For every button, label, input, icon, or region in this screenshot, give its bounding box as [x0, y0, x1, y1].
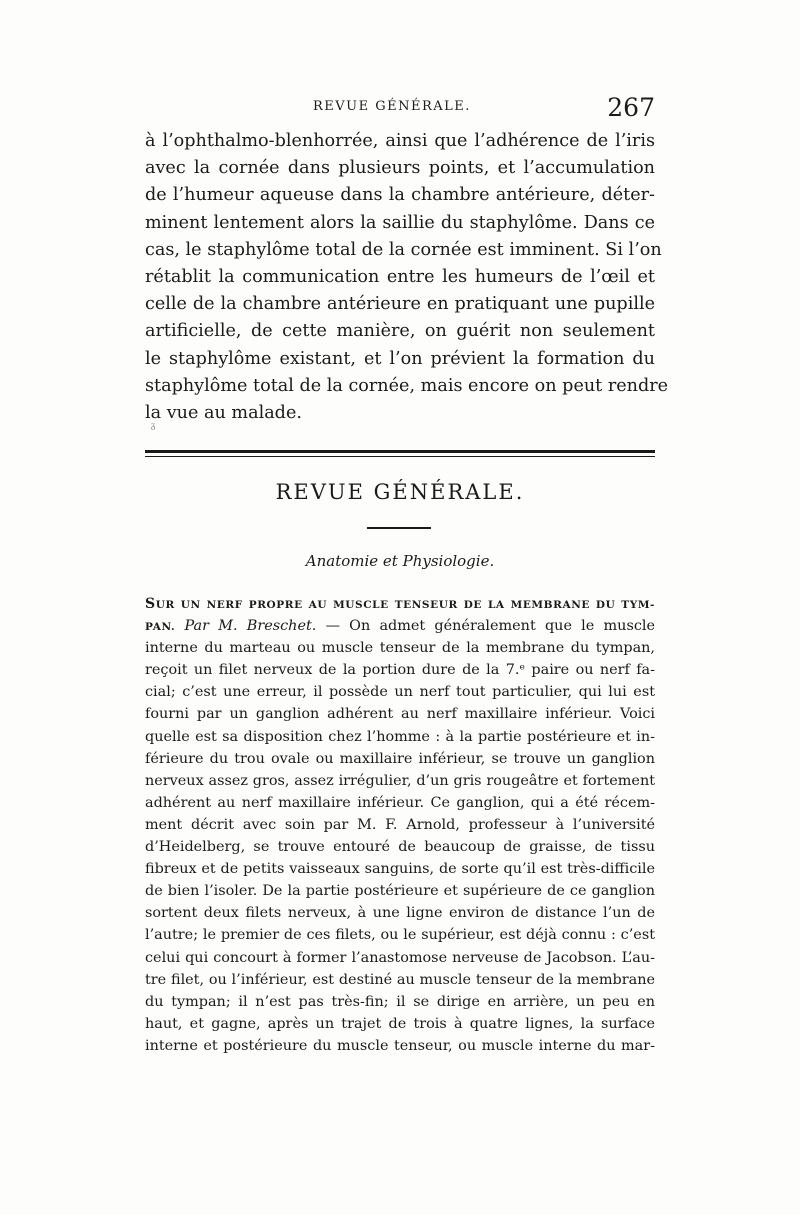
article-line: fibreux et de petits vaisseaux sanguins, de sorte qu’il est très-difficile	[145, 861, 655, 878]
text-line: rétablit la communication entre les humeurs de l’œil et	[145, 266, 655, 287]
article	[145, 593, 655, 1057]
article-line: ment décrit avec soin par M. F. Arnold, professeur à l’université	[145, 816, 655, 833]
heading-initial: S	[145, 596, 156, 612]
text-line: avec la cornée dans plusieurs points, et l’accumulation	[145, 158, 655, 179]
text-line: staphylôme total de la cornée, mais encore on peut rendre	[145, 375, 669, 396]
article-line: interne et postérieure du muscle tenseur, ou muscle interne du mar-	[145, 1037, 655, 1054]
article-line: de bien l’isoler. De la partie postérieure et supérieure de ce ganglion	[145, 883, 655, 900]
title-underline	[367, 527, 431, 529]
article-line: haut, et gagne, après un trajet de trois à quatre lignes, la surface	[145, 1015, 655, 1032]
heading-text: UR UN NERF PROPRE AU MUSCLE TENSEUR DE LA MEMBRANE DU TYM-	[155, 599, 655, 611]
article-line: sortent deux filets nerveux, à une ligne environ de distance l’un de	[145, 905, 655, 922]
heading-continuation: PAN.	[145, 621, 176, 634]
article-line: férieure du trou ovale ou maxillaire inférieur, se trouve un ganglion	[145, 750, 655, 767]
article-heading	[145, 593, 655, 615]
article-line: fourni par un ganglion adhérent au nerf maxillaire inférieur. Voici	[145, 706, 655, 723]
article-line: du tympan; il n’est pas très-fin; il se dirige en arrière, un peu en	[145, 993, 655, 1010]
divider-thin-line	[145, 456, 655, 457]
article-line: celui qui concourt à former l’anastomose nerveuse de Jacobson. L’au-	[145, 949, 655, 966]
running-head: REVUE GÉNÉRALE.	[313, 99, 471, 114]
section-divider	[145, 450, 655, 457]
article-first-line	[145, 615, 655, 637]
text-line: cas, le staphylôme total de la cornée est imminent. Si l’on	[145, 239, 662, 260]
page-header	[145, 93, 655, 123]
article-line: nerveux assez gros, assez irrégulier, d’un gris rougeâtre et fortement	[145, 772, 655, 789]
section-title: REVUE GÉNÉRALE.	[275, 480, 525, 504]
text-line: artificielle, de cette manière, on guérit non seulement	[145, 321, 655, 342]
text-line: le staphylôme existant, et l’on prévient la formation du	[145, 348, 655, 369]
article-line: l’autre; le premier de ces filets, ou le supérieur, est déjà connu : c’est	[145, 927, 655, 944]
continued-paragraph	[145, 128, 669, 427]
byline: Par M. Breschet.	[184, 618, 317, 635]
divider-thick-line	[145, 450, 655, 453]
text-line: à l’ophthalmo-blenhorrée, ainsi que l’adhérence de l’iris	[145, 131, 655, 151]
text-line: minent lentement alors la saillie du staphylôme. Dans ce	[145, 212, 655, 233]
article-line: cial; c’est une erreur, il possède un nerf tout particulier, qui lui est	[145, 684, 655, 701]
text-line: la vue au malade.	[145, 402, 302, 423]
article-line: quelle est sa disposition chez l’homme : à la partie postérieure et in-	[145, 728, 655, 745]
subsection-title: Anatomie et Physiologie.	[305, 552, 495, 570]
article-line: reçoit un filet nerveux de la portion dure de la 7.ᵉ paire ou nerf fa-	[145, 662, 655, 679]
ink-speck: ᵹ	[151, 421, 156, 431]
article-line: adhérent au nerf maxillaire inférieur. Ce ganglion, qui a été récem-	[145, 794, 655, 811]
first-sentence: — On admet généralement que le muscle	[325, 618, 656, 635]
article-line: tre filet, ou l’inférieur, est destiné au muscle tenseur de la membrane	[145, 971, 655, 988]
text-line: celle de la chambre antérieure en pratiquant une pupille	[145, 294, 655, 315]
text-line: de l’humeur aqueuse dans la chambre antérieure, déter-	[145, 185, 655, 206]
article-line: d’Heidelberg, se trouve entouré de beaucoup de graisse, de tissu	[145, 839, 655, 856]
page-number: 267	[607, 93, 655, 122]
article-line: interne du marteau ou muscle tenseur de la membrane du tympan,	[145, 640, 655, 657]
